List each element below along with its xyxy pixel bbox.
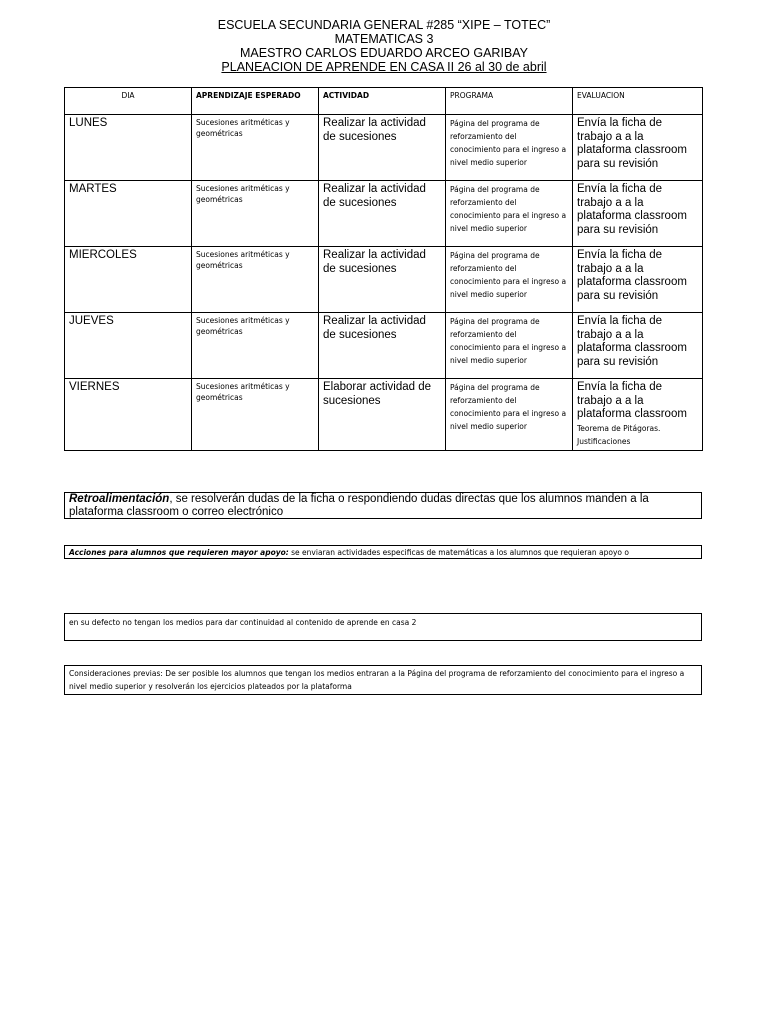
consideraciones-text: Consideraciones previas: De ser posible los alumnos que tengan los medios entraran a la Página del programa de reforzamiento del conocimiento para el ingreso a nivel medio superior y resolverán los ejercicios plateados por la plataforma	[69, 669, 685, 691]
header-aprendizaje: APRENDIZAJE ESPERADO	[192, 88, 319, 115]
teacher-name: MAESTRO CARLOS EDUARDO ARCEO GARIBAY	[239, 46, 529, 60]
defecto-box	[64, 613, 702, 641]
evaluacion-text: Envía la ficha de trabajo a a la plataforma classroom para su revisión	[577, 183, 687, 236]
header-programa: PROGRAMA	[446, 88, 573, 115]
retroalimentacion-label: Retroalimentación	[69, 493, 170, 505]
programa-cell: Página del programa de reforzamiento del conocimiento para el ingreso a nivel medio superior	[446, 313, 573, 379]
evaluacion-extra: Teorema de Pitágoras. Justificaciones	[577, 423, 661, 446]
dia-cell: MIERCOLES	[65, 247, 192, 313]
header-dia: DIA	[65, 88, 192, 115]
header-evaluacion: EVALUACION	[573, 88, 703, 115]
table-row	[65, 247, 703, 313]
actividad-cell: Realizar la actividad de sucesiones	[319, 115, 446, 181]
evaluacion-text: Envía la ficha de trabajo a a la plataforma classroom para su revisión	[577, 315, 687, 368]
actividad-cell: Realizar la actividad de sucesiones	[319, 247, 446, 313]
acciones-text: se enviaran actividades especificas de matemáticas a los alumnos que requieran apoyo o	[288, 548, 629, 557]
retroalimentacion-box	[64, 492, 702, 519]
subject-name: MATEMATICAS 3	[334, 32, 434, 46]
dia-cell: VIERNES	[65, 379, 192, 451]
consideraciones-box	[64, 665, 702, 695]
evaluacion-cell	[573, 115, 703, 181]
document-header	[0, 18, 768, 74]
school-name: ESCUELA SECUNDARIA GENERAL #285 “XIPE – TOTEC”	[217, 18, 551, 32]
table-row	[65, 115, 703, 181]
dia-cell: LUNES	[65, 115, 192, 181]
aprendizaje-cell: Sucesiones aritméticas y geométricas	[192, 247, 319, 313]
evaluacion-cell	[573, 181, 703, 247]
defecto-text: en su defecto no tengan los medios para dar continuidad al contenido de aprende en casa 2	[69, 618, 417, 627]
dia-cell: MARTES	[65, 181, 192, 247]
plan-title: PLANEACION DE APRENDE EN CASA II 26 al 30 de abril	[221, 60, 547, 74]
aprendizaje-cell: Sucesiones aritméticas y geométricas	[192, 115, 319, 181]
evaluacion-cell	[573, 313, 703, 379]
programa-cell: Página del programa de reforzamiento del conocimiento para el ingreso a nivel medio superior	[446, 181, 573, 247]
table-row	[65, 379, 703, 451]
programa-cell: Página del programa de reforzamiento del conocimiento para el ingreso a nivel medio superior	[446, 115, 573, 181]
table-row	[65, 181, 703, 247]
dia-cell: JUEVES	[65, 313, 192, 379]
actividad-cell: Realizar la actividad de sucesiones	[319, 313, 446, 379]
header-actividad: ACTIVIDAD	[319, 88, 446, 115]
actividad-cell: Elaborar actividad de sucesiones	[319, 379, 446, 451]
table-header-row	[65, 88, 703, 115]
retroalimentacion-text: , se resolverán dudas de la ficha o respondiendo dudas directas que los alumnos manden a la plataforma classroom o correo electrónico	[69, 493, 649, 518]
evaluacion-text: Envía la ficha de trabajo a a la plataforma classroom para su revisión	[577, 249, 687, 302]
evaluacion-text: Envía la ficha de trabajo a a la plataforma classroom para su revisión	[577, 117, 687, 170]
acciones-label: Acciones para alumnos que requieren mayor apoyo:	[69, 548, 289, 557]
planning-table	[64, 87, 703, 451]
aprendizaje-cell: Sucesiones aritméticas y geométricas	[192, 181, 319, 247]
aprendizaje-cell: Sucesiones aritméticas y geométricas	[192, 313, 319, 379]
evaluacion-text: Envía la ficha de trabajo a a la plataforma classroom	[577, 381, 687, 420]
evaluacion-cell	[573, 247, 703, 313]
aprendizaje-cell: Sucesiones aritméticas y geométricas	[192, 379, 319, 451]
actividad-cell: Realizar la actividad de sucesiones	[319, 181, 446, 247]
programa-cell: Página del programa de reforzamiento del conocimiento para el ingreso a nivel medio superior	[446, 247, 573, 313]
evaluacion-cell	[573, 379, 703, 451]
programa-cell: Página del programa de reforzamiento del conocimiento para el ingreso a nivel medio superior	[446, 379, 573, 451]
table-row	[65, 313, 703, 379]
acciones-box	[64, 545, 702, 559]
